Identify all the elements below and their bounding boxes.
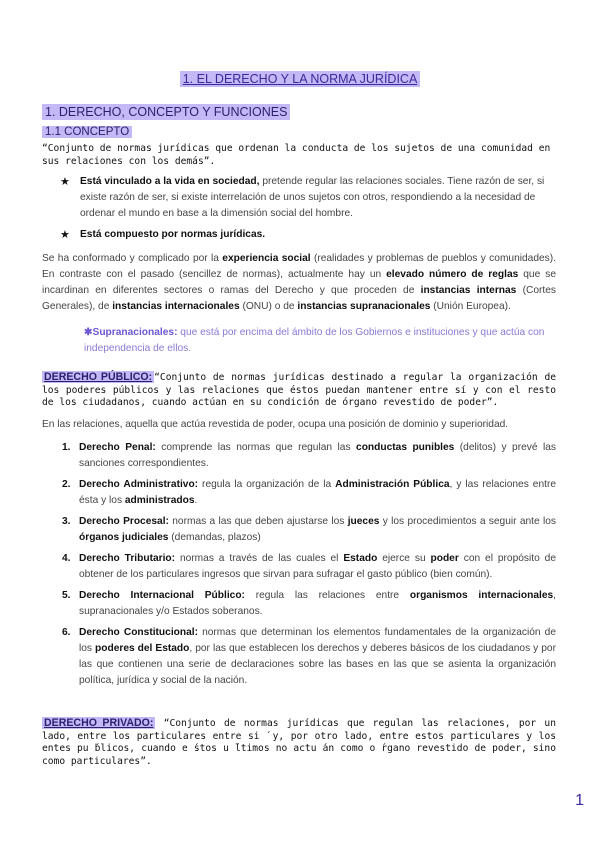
private-law-label: DERECHO PRIVADO: (44, 717, 154, 729)
list-item: ★ Está vinculado a la vida en sociedad, pretende regular las relaciones sociales. Tiene razón de ser, si existe razón de ser, si existe interrelación de unos sujetos con otros, respondiendo a la necesidad de ordenar el mundo en base a la dimensión social del hombre. (60, 176, 545, 219)
supranational-note: ✱Supranacionales: que está por encima del ámbito de los Gobiernos e instituciones y que actúa con independencia de ellos. (84, 327, 545, 354)
star-bullet-icon: ★ (60, 229, 70, 241)
public-law-definition: DERECHO PÚBLICO: “Conjunto de normas jurídicas destinado a regular la organización de los poderes públicos y las relaciones que éstos puedan mantener entre sí y con el resto de los ciudadanos, cuando actúan en su condición de órgano revestido de poder”. (42, 371, 557, 408)
section-heading: 1. DERECHO, CONCEPTO Y FUNCIONES (42, 104, 290, 120)
list-item: 4. Derecho Tributario: normas a través de las cuales el Estado ejerce su poder con el propósito de obtener de los particulares ingresos que sirvan para sufragar el gasto público (bien común). (62, 553, 557, 580)
list-item: 6. Derecho Constitucional: normas que determinan los elementos fundamentales de la organización de los poderes del Estado, por las que establecen los derechos y deberes básicos de los ciudadanos y por las que contienen una serie de declaraciones sobre las bases en las que se asienta la organización política, jurídica y social de la nación. (62, 627, 556, 686)
private-law-definition: DERECHO PRIVADO: “Conjunto de normas jurídicas que regulan las relaciones, por un lado, entre los particulares entre si ́ y, por otro lado, entre estos particulares y los entes pu ́blicos, cuando e ́stos u ́ltimos no actu ́an como o ́rgano revestido de poder, sino como particulares”. (42, 717, 556, 767)
list-item: 3. Derecho Procesal: normas a las que deben ajustarse los jueces y los procedimientos a seguir ante los órganos judiciales (demandas, plazos) (62, 516, 556, 543)
list-item: ★ Está compuesto por normas jurídicas. (60, 229, 266, 241)
concept-bullet-list (60, 174, 556, 248)
subsection-heading: 1.1 CONCEPTO (42, 126, 132, 138)
document-title: 1. EL DERECHO Y LA NORMA JURÍDICA (0, 72, 600, 86)
concept-definition-quote: “Conjunto de normas jurídicas que ordenan la conducta de los sujetos de una comunidad en sus relaciones con los demás”. (42, 143, 551, 167)
public-law-branches-list (62, 440, 556, 694)
list-item: 5. Derecho Internacional Público: regula las relaciones entre organismos internacionales, supranacionales y/o Estados soberanos. (62, 590, 557, 617)
list-item: 1. Derecho Penal: comprende las normas que regulan las conductas punibles (delitos) y prevé las sanciones correspondientes. (62, 442, 557, 469)
list-item: 2. Derecho Administrativo: regula la organización de la Administración Pública, y las relaciones entre ésta y los administrados. (62, 479, 557, 506)
paragraph-sources: Se ha conformado y complicado por la experiencia social (realidades y problemas de pueblos y comunidades). En contraste con el pasado (sencillez de normas), actualmente hay un elevado número de reglas que se incardinan en diferentes sectores o ramas del Derecho y que proceden de instancias internas (Cortes Generales), de instancias internacionales (ONU) o de instancias supranacionales (Unión Europea). (42, 253, 556, 312)
page-number: 1 (575, 792, 584, 809)
public-law-note: En las relaciones, aquella que actúa revestida de poder, ocupa una posición de dominio y superioridad. (42, 419, 509, 430)
public-law-label: DERECHO PÚBLICO: (44, 371, 153, 383)
star-bullet-icon: ★ (60, 176, 70, 188)
